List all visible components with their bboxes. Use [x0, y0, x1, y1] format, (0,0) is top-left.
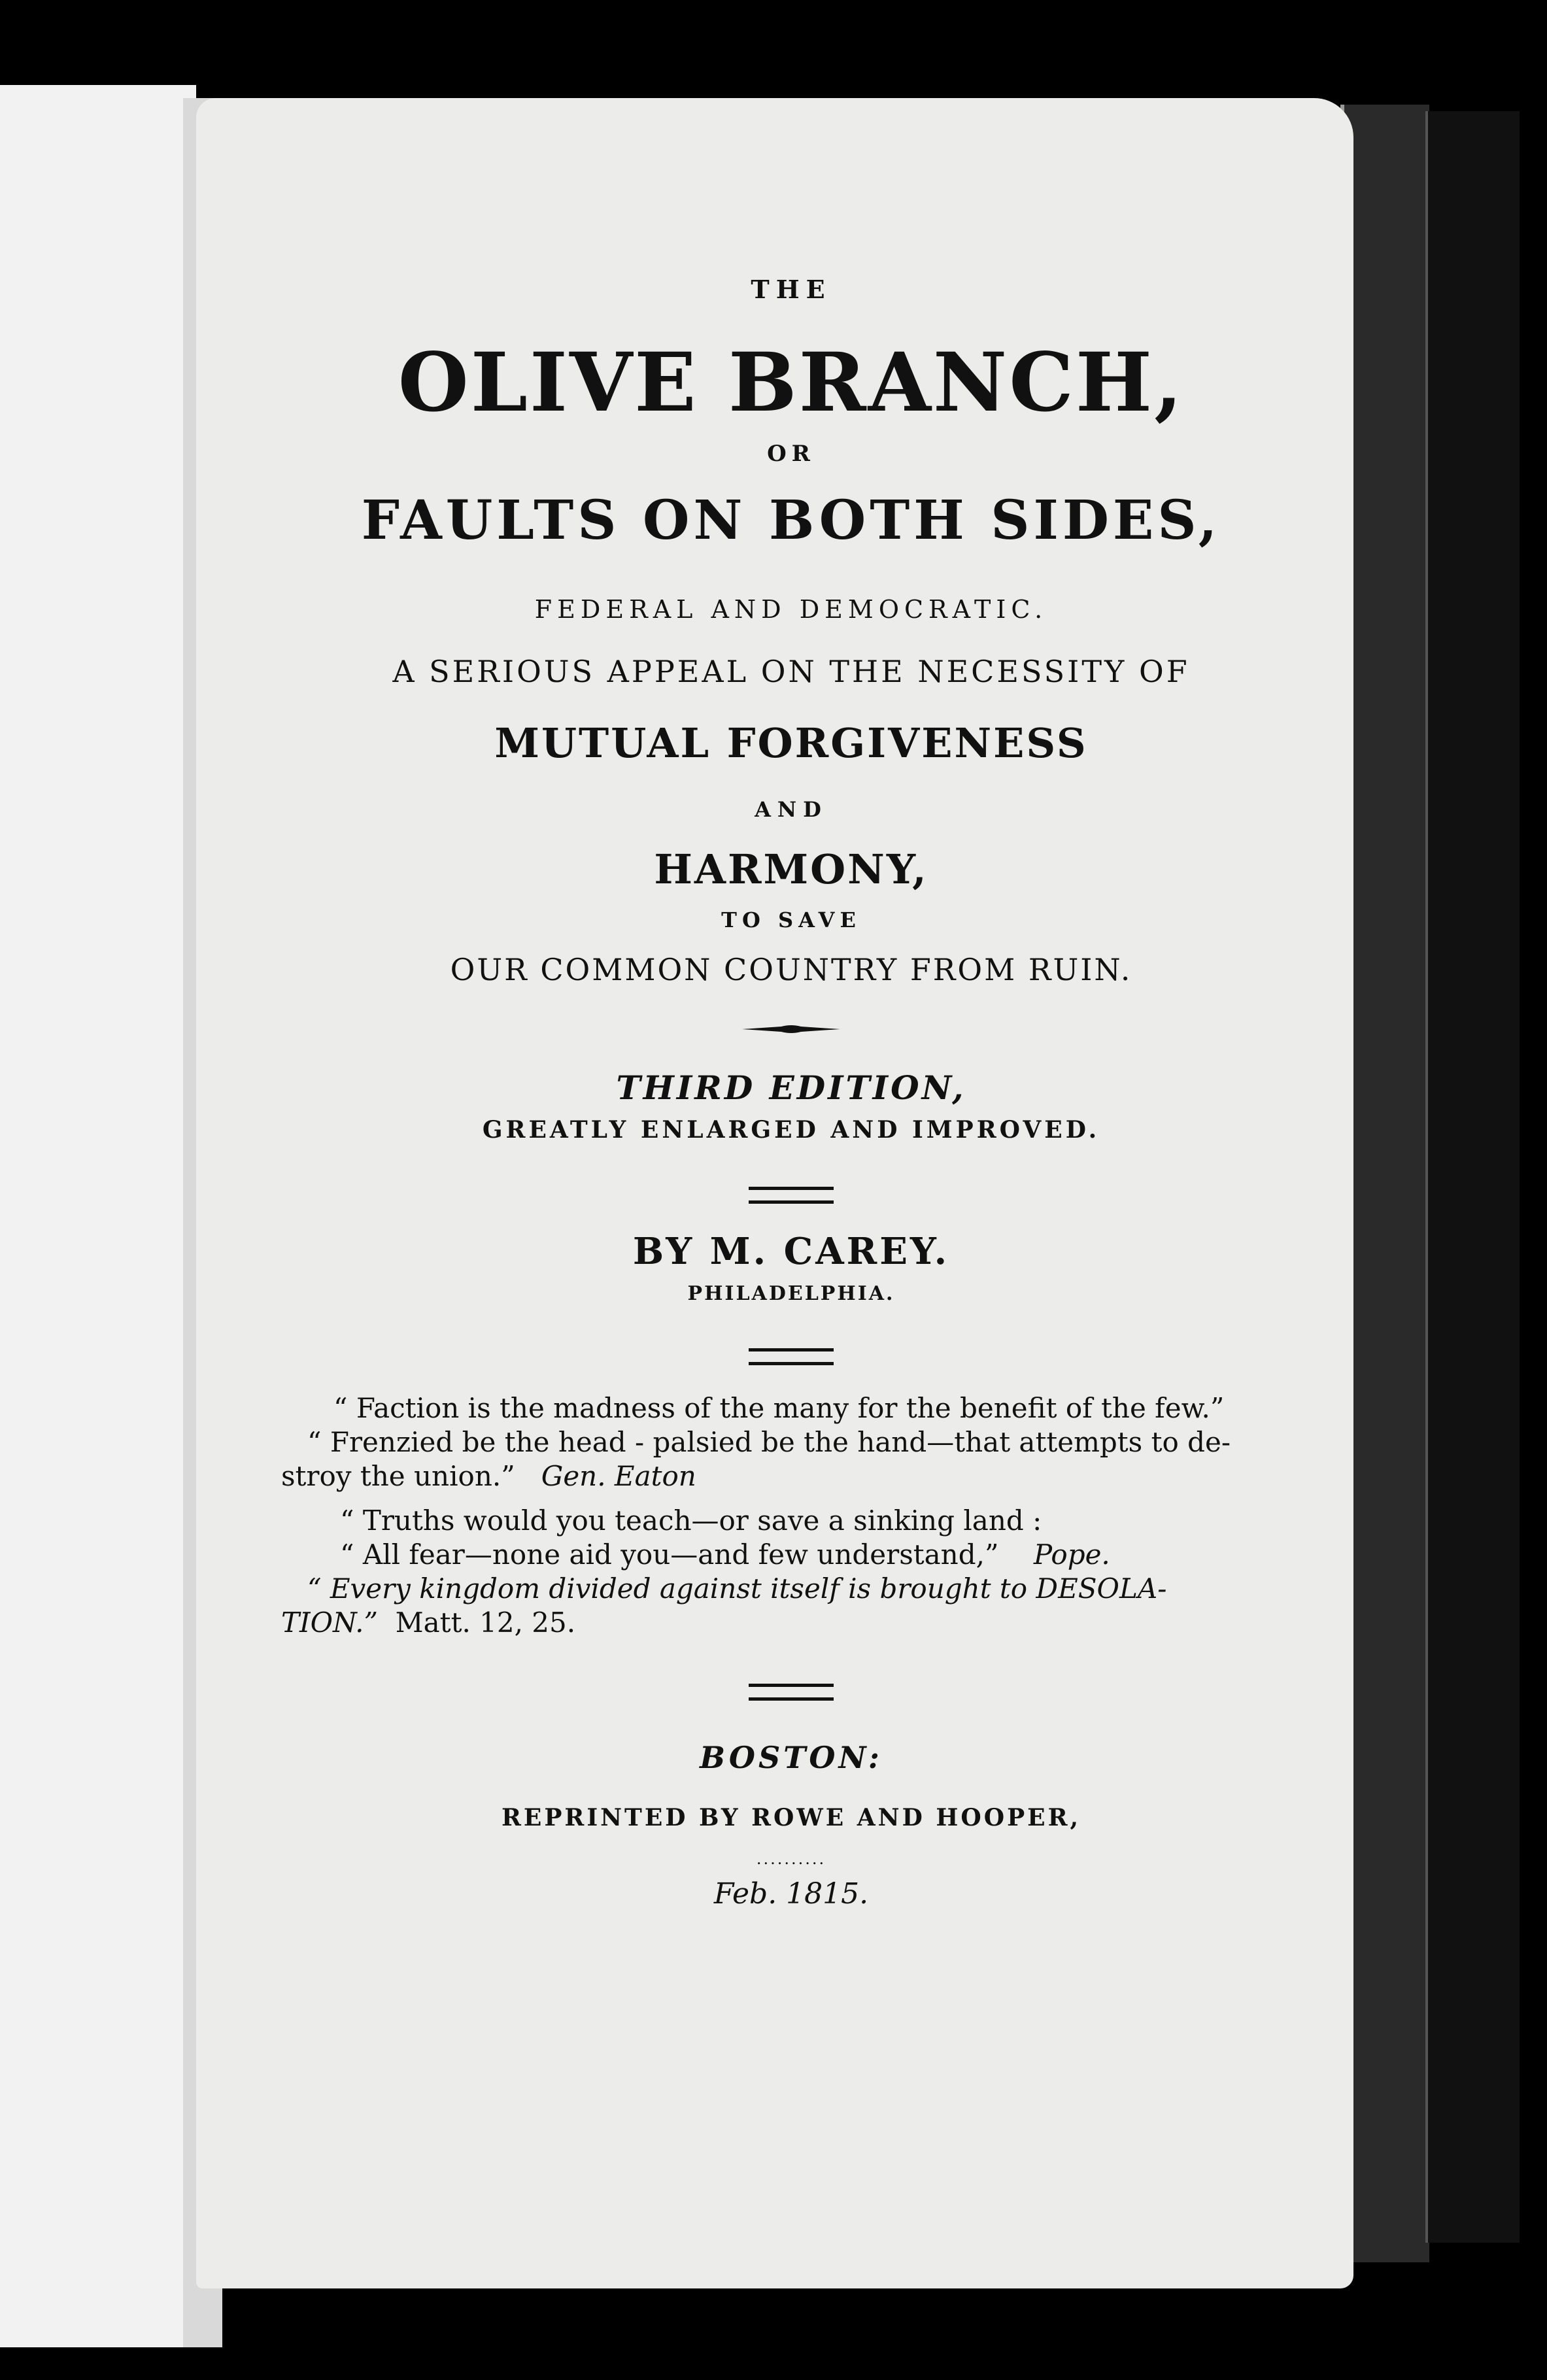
the-line: THE: [751, 275, 832, 304]
ornament-divider-icon: [742, 1024, 840, 1034]
double-rule-1: [749, 1187, 834, 1204]
author-city: PHILADELPHIA.: [687, 1282, 895, 1305]
epigraph-faction: “ Faction is the madness of the many for the benefit of the few.”: [333, 1392, 1225, 1424]
title-page-content: [275, 275, 1308, 1911]
epigraphs: [275, 1391, 1308, 1640]
or-line: OR: [767, 441, 815, 467]
imprint-printer: REPRINTED BY ROWE AND HOOPER,: [501, 1803, 1081, 1831]
parties-line: FEDERAL AND DEMOCRATIC.: [534, 595, 1048, 624]
epigraph-fear-text: “ All fear—none aid you—and few understand,”: [340, 1538, 999, 1571]
epigraph-frenzied-end: stroy the union.”: [281, 1460, 515, 1493]
epigraph-frenzied: “ Frenzied be the head - palsied be the hand—that attempts to de-: [307, 1426, 1231, 1459]
harmony-line: HARMONY,: [654, 845, 928, 893]
mutual-forgiveness-line: MUTUAL FORGIVENESS: [494, 719, 1088, 767]
author-line: BY M. CAREY.: [632, 1230, 950, 1273]
epigraph-attribution-eaton: Gen. Eaton: [541, 1460, 696, 1493]
epigraph-scripture-ref: Matt. 12, 25.: [395, 1606, 576, 1639]
facing-page-edge: [0, 85, 196, 2347]
epigraph-kingdom-cont: [275, 1606, 1308, 1640]
epigraph-kingdom: “ Every kingdom divided against itself is brought to DESOLA-: [307, 1572, 1167, 1605]
enlarged-line: GREATLY ENLARGED AND IMPROVED.: [482, 1116, 1100, 1144]
common-country-line: OUR COMMON COUNTRY FROM RUIN.: [450, 952, 1132, 987]
double-rule-2: [749, 1348, 834, 1365]
to-save-line: TO SAVE: [721, 908, 861, 932]
subtitle: FAULTS ON BOTH SIDES,: [361, 489, 1221, 552]
epigraph-kingdom-end: TION.”: [281, 1606, 378, 1639]
imprint-date: Feb. 1815.: [713, 1877, 869, 1911]
and-line: AND: [755, 797, 828, 822]
epigraph-truths: “ Truths would you teach—or save a sinking land :: [340, 1504, 1042, 1537]
page-stack-edge: [1340, 105, 1429, 2262]
edition-line: THIRD EDITION,: [616, 1068, 966, 1107]
epigraph-attribution-pope: Pope.: [1033, 1538, 1110, 1571]
double-rule-3: [749, 1684, 834, 1701]
imprint-city: BOSTON:: [700, 1739, 883, 1775]
epigraph-frenzied-cont: [275, 1459, 1308, 1493]
appeal-line: A SERIOUS APPEAL ON THE NECESSITY OF: [392, 654, 1190, 689]
main-title: OLIVE BRANCH,: [398, 335, 1185, 430]
imprint-dots: ..........: [756, 1849, 826, 1868]
epigraph-fear: [275, 1538, 1308, 1572]
book-spine-edge: [1425, 111, 1520, 2243]
